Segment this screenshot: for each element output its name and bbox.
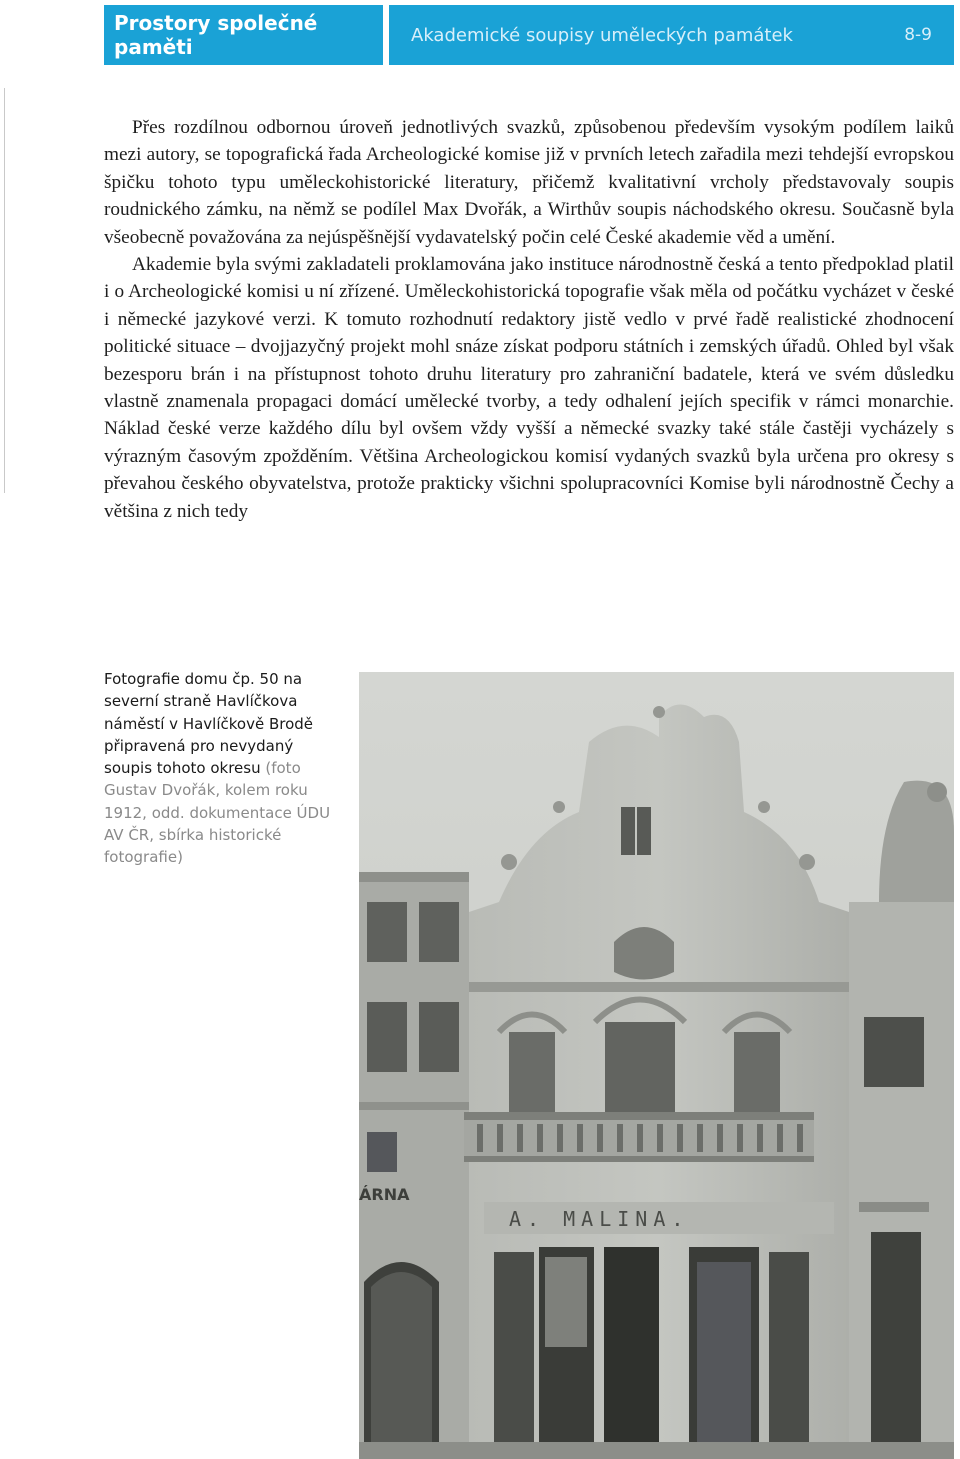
figure-caption <box>104 668 344 869</box>
caption-credit: (foto Gustav Dvořák, kolem roku 1912, odd. dokumentace ÚDU AV ČR, sbírka historické fotografie) <box>104 759 331 867</box>
body-text <box>104 114 954 525</box>
chapter-title-banner <box>389 5 954 65</box>
section-title-banner <box>104 5 383 65</box>
shop-sign: A. MALINA. <box>509 1207 690 1231</box>
left-shop-sign: ÁRNA <box>359 1185 410 1204</box>
paragraph: Akademie byla svými zakladateli proklamována jako instituce národnostně česká a tento předpoklad platil i o Archeologické komisi u ní zřízené. Uměleckohistorická topografie však měla od počátku vycházet v české i německé jazykové verzi. K tomuto rozhodnutí redaktory jistě vedlo v prvé řadě realistické zhodnocení politické situace – dvojjazyčný projekt mohl snáze získat podporu státních i zemských úřadů. Ohled byl však bezesporu brán i na přístupnost tohoto druhu literatury pro zahraniční badatele, která ve svém důsledku vlastně znamenala propagaci domácí umělecké tvorby, a tedy odhalení jejích specifik v rámci monarchie. Náklad české verze každého dílu byl ovšem vždy vyšší a německé svazky také stále častěji vycházely s výrazným časovým zpožděním. Většina Archeologickou komisí vydaných svazků byla určena pro okresy s převahou českého obyvatelstva, protože prakticky všichni spolupracovníci Komise byli národnostně Čechy a většina z nich tedy <box>104 254 954 522</box>
chapter-title: Akademické soupisy uměleckých památek <box>411 24 793 46</box>
margin-rule <box>4 88 5 493</box>
section-title: Prostory společné paměti <box>114 11 318 59</box>
caption-text: Fotografie domu čp. 50 na severní straně Havlíčkova náměstí v Havlíčkově Brodě připravená pro nevydaný soupis tohoto okresu <box>104 670 314 778</box>
page-numbers: 8-9 <box>904 25 932 45</box>
paragraph: Přes rozdílnou odbornou úroveň jednotlivých svazků, způsobenou především vysokým podílem laiků mezi autory, se topografická řada Archeologické komise již v prvních letech zařadila mezi tehdejší evropskou špičku tohoto typu uměleckohistorické literatury, přičemž kvalitativní vrcholy představovaly soupis roudnického zámku, na němž se podílel Max Dvořák, a Wirthův soupis náchodského okresu. Současně byla všeobecně považována za nejúspěšnější vydavatelský počin celé České akademie věd a umění. <box>104 117 954 248</box>
building-photograph <box>359 672 954 1459</box>
